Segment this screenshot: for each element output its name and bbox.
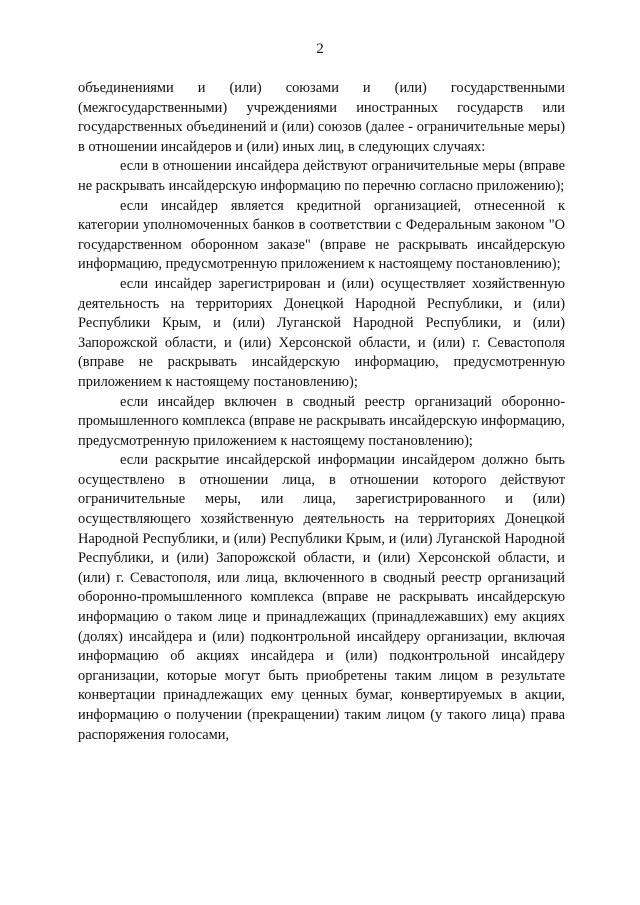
paragraph-restrictive-measures: если в отношении инсайдера действуют ограничительные меры (вправе не раскрывать инсайдерскую информацию по перечню согласно приложению); xyxy=(78,158,565,194)
paragraph-territories: если инсайдер зарегистрирован и (или) осуществляет хозяйственную деятельность на территориях Донецкой Народной Республики, и (или) Республики Крым, и (или) Луганской Народной Республики, и (или) Запорожской области, и (или) Херсонской области, и (или) г. Севастополя (вправе не раскрывать инсайдерскую информацию, предусмотренную приложением к настоящему постановлению); xyxy=(78,275,565,390)
page-number: 2 xyxy=(316,41,324,57)
document-body xyxy=(78,79,565,745)
paragraph-authorized-bank: если инсайдер является кредитной организацией, отнесенной к категории уполномоченных банков в соответствии с Федеральным законом "О государственном оборонном заказе" (вправе не раскрывать инсайдерскую информацию, предусмотренную приложением к настоящему постановлению); xyxy=(78,197,565,273)
paragraph-continuation: объединениями и (или) союзами и (или) государственными (межгосударственными) учреждениями иностранных государств или государственных объединений и (или) союзов (далее - ограничительные меры) в отношении инсайдеров и (или) иных лиц, в следующих случаях: xyxy=(78,80,565,155)
paragraph-disclosure-person: если раскрытие инсайдерской информации инсайдером должно быть осуществлено в отношении лица, в отношении которого действуют ограничительные меры, или лица, зарегистрированного и (или) осуществляющего хозяйственную деятельность на территориях Донецкой Народной Республики, и (или) Республики Крым, и (или) Луганской Народной Республики, и (или) Запорожской области, и (или) Херсонской области, и (или) г. Севастополя, или лица, включенного в сводный реестр организаций оборонно-промышленного комплекса (вправе не раскрывать инсайдерскую информацию о таком лице и принадлежащих (принадлежавших) ему акциях (долях) инсайдера и (или) подконтрольной инсайдеру организации, включая информацию об акциях инсайдера и (или) подконтрольной инсайдеру организации, которые могут быть приобретены таким лицом в результате конвертации принадлежащих ему ценных бумаг, конвертируемых в акции, информацию о получении (прекращении) таким лицом (у такого лица) права распоряжения голосами, xyxy=(78,452,565,743)
paragraph-defense-registry: если инсайдер включен в сводный реестр организаций оборонно-промышленного комплекса (вправе не раскрывать инсайдерскую информацию, предусмотренную приложением к настоящему постановлению); xyxy=(78,393,565,449)
